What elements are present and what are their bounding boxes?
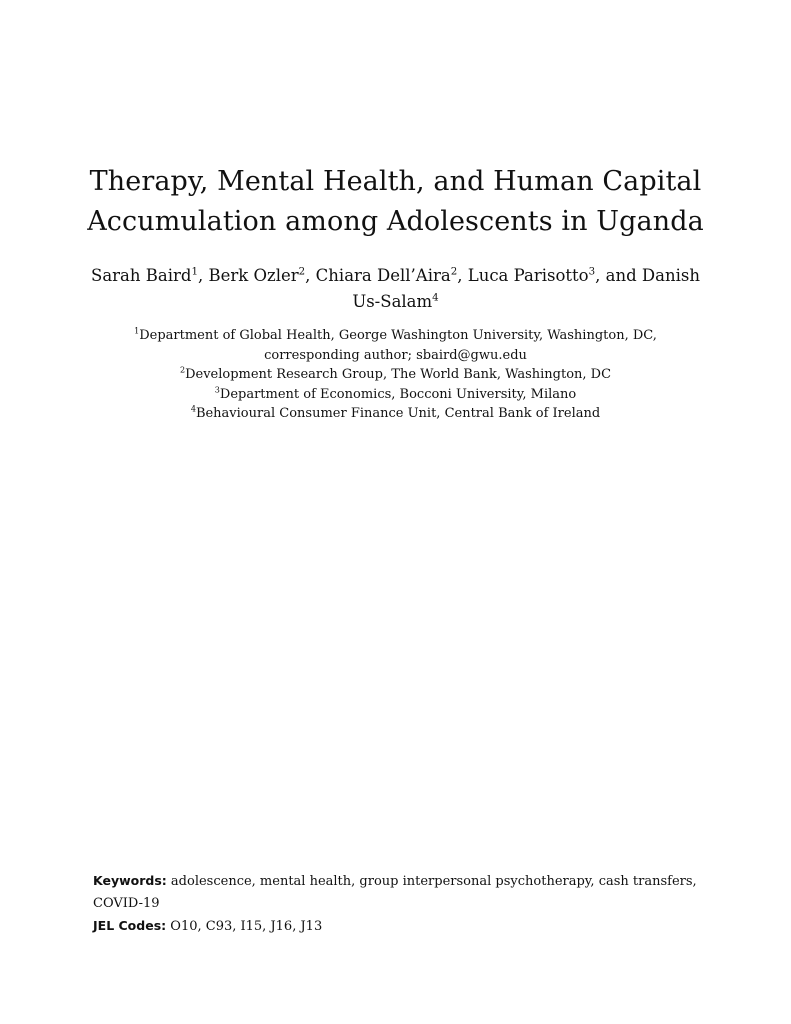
author-affiliation-marker: 1 — [191, 266, 198, 278]
author-name: Luca Parisotto — [467, 266, 589, 285]
author-name: Chiara Dell’Aira — [315, 266, 451, 285]
author-affiliation-marker: 3 — [588, 266, 596, 278]
author-name: Berk Ozler — [208, 266, 299, 285]
affiliation-text: Development Research Group, The World Bank, Washington, DC — [185, 367, 612, 382]
author-name: Danish Us-Salam — [352, 266, 700, 311]
author-name: Sarah Baird — [91, 266, 192, 285]
affiliation-item — [90, 404, 701, 424]
keywords-text: adolescence, mental health, group interpersonal psychotherapy, cash transfers, COVID-19 — [93, 874, 697, 911]
author-affiliation-marker: 2 — [450, 266, 458, 278]
author-separator: , and — [595, 266, 642, 285]
affiliation-marker: 1 — [134, 326, 140, 336]
affiliation-marker: 4 — [190, 404, 196, 414]
author-separator: , — [197, 266, 209, 285]
affiliation-item — [90, 326, 701, 365]
affiliation-text: Department of Global Health, George Washington University, Washington, DC, corresponding author; sbaird@gwu.edu — [139, 328, 657, 363]
affiliation-item — [90, 365, 701, 385]
author-separator: , — [457, 266, 468, 285]
jel-codes-label: JEL Codes: — [93, 918, 167, 933]
paper-title — [0, 162, 791, 242]
keywords-section — [93, 870, 703, 915]
keywords-label: Keywords: — [93, 873, 167, 888]
title-line-1: Therapy, Mental Health, and Human Capital — [89, 166, 702, 197]
affiliation-text: Department of Economics, Bocconi University, Milano — [219, 386, 577, 402]
affiliation-marker: 2 — [179, 365, 186, 375]
author-list — [90, 263, 701, 315]
affiliation-text: Behavioural Consumer Finance Unit, Central Bank of Ireland — [195, 406, 601, 421]
jel-codes-text: O10, C93, I15, J16, J13 — [170, 919, 323, 934]
title-line-2: Accumulation among Adolescents in Uganda — [87, 206, 704, 237]
author-affiliation-marker: 4 — [432, 292, 439, 304]
affiliation-item — [90, 385, 701, 405]
author-affiliation-marker: 2 — [298, 266, 306, 278]
jel-codes-section — [93, 916, 703, 937]
affiliation-list — [90, 326, 701, 424]
affiliation-marker: 3 — [214, 385, 220, 395]
author-separator: , — [305, 266, 316, 285]
